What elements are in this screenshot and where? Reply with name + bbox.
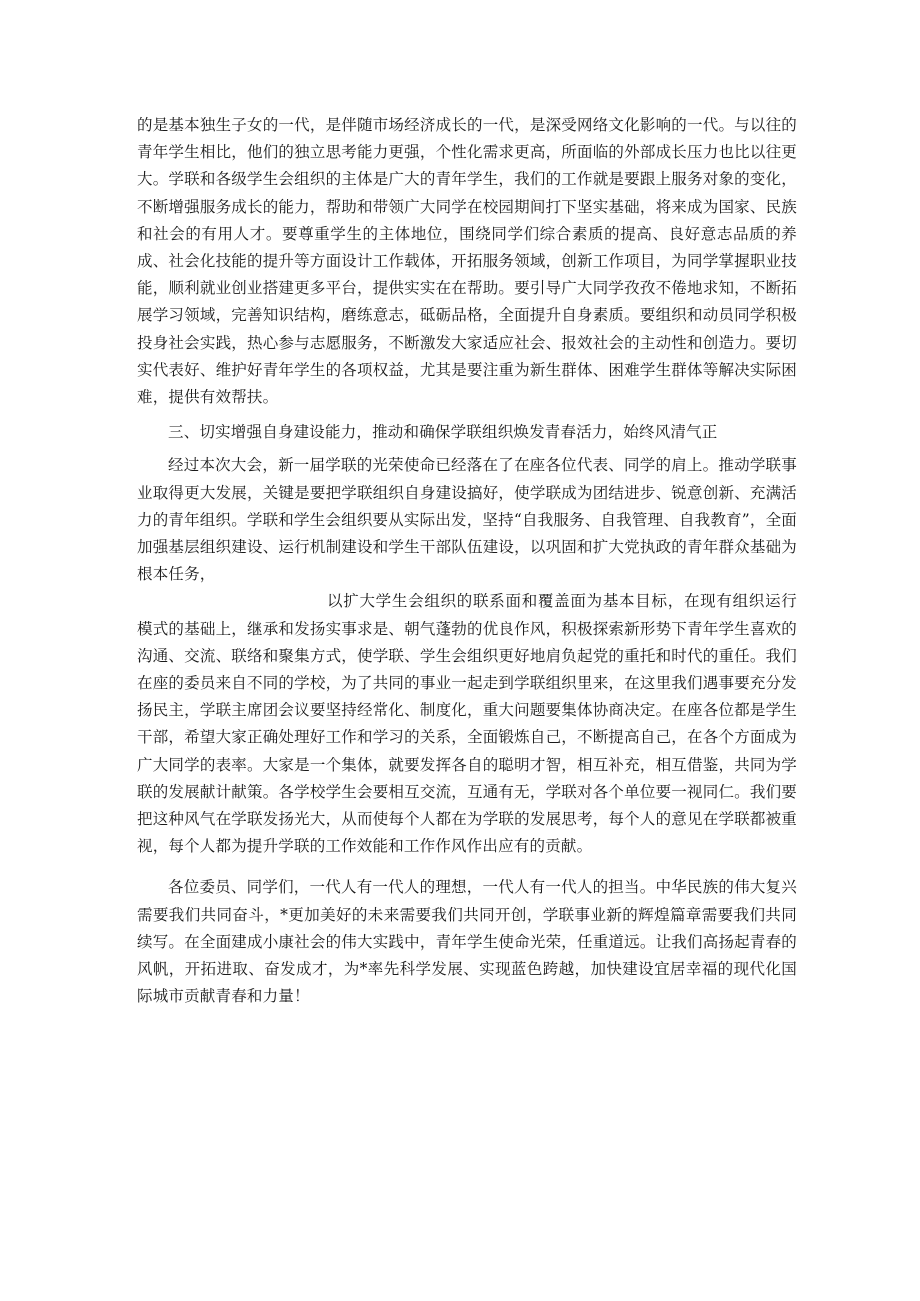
paragraph-organization-goals-text: 以扩大学生会组织的联系面和覆盖面为基本目标，在现有组织运行模式的基础上，继承和发扬实事求是、朝气蓬勃的优良作风，积极探索新形势下青年学生喜欢的沟通、交流、联络和聚集方式，使学联、学生会组织更好地肩负起党的重托和时代的重任。我们在座的委员来自不同的学校，为了共同的事业一起走到学联组织里来，在这里我们遇事要充分发扬民主，学联主席团会议要坚持经常化、制度化，重大问题要集体协商决定。在座各位都是学生干部，希望大家正确处理好工作和学习的关系，全面锻炼自己，不断提高自己，在各个方面成为广大同学的表率。大家是一个集体，就要发挥各自的聪明才智，相互补充，相互借鉴，共同为学联的发展献计献策。各学校学生会要相互交流，互通有无，学联对各个单位要一视同仁。我们要把这种风气在学联发扬光大，从而使每个人都在为学联的发展思考，每个人的意见在学联都被重视，每个人都为提升学联的工作效能和工作作风作出应有的贡献。 [137, 592, 797, 856]
section-heading-three: 三、切实增强自身建设能力，推动和确保学联组织焕发青春活力，始终风清气正 [168, 423, 718, 442]
paragraph-self-construction: 经过本次大会，新一届学联的光荣使命已经落在了在座各位代表、同学的肩上。推动学联事业取得更大发展，关键是要把学联组织自身建设搞好，使学联成为团结进步、锐意创新、充满活力的青年组织。学联和学生会组织要从实际出发，坚持“自我服务、自我管理、自我教育”，全面加强基层组织建设、运行机制建设和学生干部队伍建设，以巩固和扩大党执政的青年群众基础为根本任务， [137, 456, 797, 584]
paragraph-continuation: 的是基本独生子女的一代，是伴随市场经济成长的一代，是深受网络文化影响的一代。与以往的青年学生相比，他们的独立思考能力更强，个性化需求更高，所面临的外部成长压力也比以往更大。学联和各级学生会组织的主体是广大的青年学生，我们的工作就是要跟上服务对象的变化，不断增强服务成长的能力，帮助和带领广大同学在校园期间打下坚实基础，将来成为国家、民族和社会的有用人才。要尊重学生的主体地位，围绕同学们综合素质的提高、良好意志品质的养成、社会化技能的提升等方面设计工作载体，开拓服务领域，创新工作项目，为同学掌握职业技能，顺利就业创业搭建更多平台，提供实实在在帮助。要引导广大同学孜孜不倦地求知，不断拓展学习领域，完善知识结构，磨练意志，砥砺品格，全面提升自身素质。要组织和动员同学积极投身社会实践，热心参与志愿服务，不断激发大家适应社会、报效社会的主动性和创造力。要切实代表好、维护好青年学生的各项权益，尤其是要注重为新生群体、困难学生群体等解决实际困难，提供有效帮扶。 [137, 116, 797, 407]
paragraph-closing: 各位委员、同学们，一代人有一代人的理想，一代人有一代人的担当。中华民族的伟大复兴需要我们共同奋斗，*更加美好的未来需要我们共同开创，学联事业新的辉煌篇章需要我们共同续写。在全面建成小康社会的伟大实践中，青年学生使命光荣，任重道远。让我们高扬起青春的风帆，开拓进取、奋发成才，为*率先科学发展、实现蓝色跨越，加快建设宜居幸福的现代化国际城市贡献青春和力量！ [137, 878, 797, 1006]
document-body [137, 112, 797, 1011]
paragraph-organization-goals [137, 588, 797, 860]
